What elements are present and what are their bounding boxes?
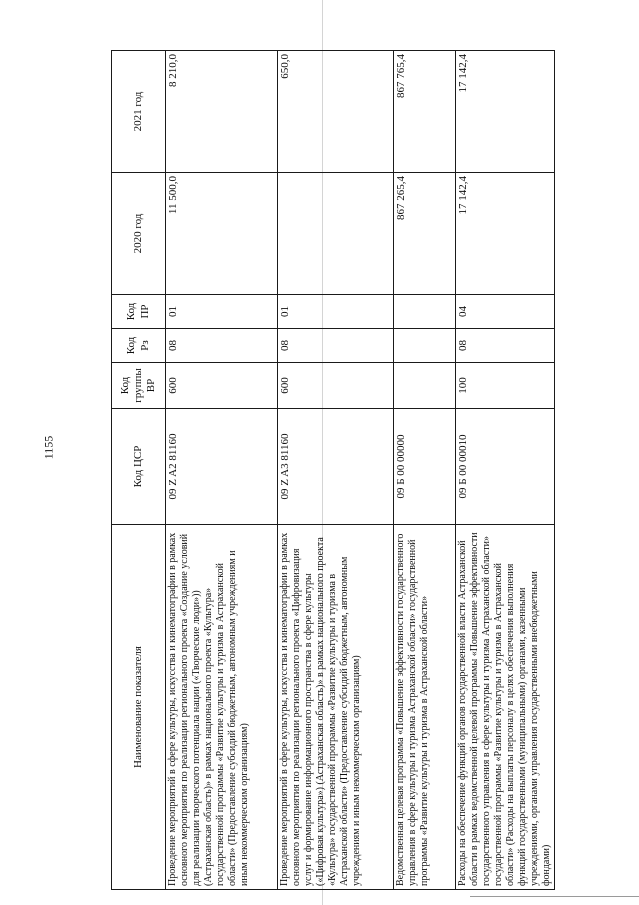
row-name: Проведение мероприятий в сфере культуры, искусства и кинематографии в рамках основного мероприятия по реализации регионального проекта «Цифровизация услуг и формирование информационного пространства в сфере культуры («Цифровая культура») (Астраханская область)» в рамках национального проекта «Культура» государственной программы «Развитие культуры и туризма в Астраханской области» (Предоставление субсидий бюджетным, автономным учреждениям и иным некоммерческим организациям)	[278, 525, 394, 890]
table-header-row	[112, 51, 166, 890]
row-2020	[278, 173, 394, 295]
header-csr: Код ЦСР	[112, 409, 166, 525]
row-csr: 09 Б 00 00000	[394, 409, 456, 525]
row-pr: 04	[456, 295, 555, 329]
row-2021: 17 142,4	[456, 51, 555, 173]
row-rz	[394, 329, 456, 363]
row-vr	[394, 363, 456, 409]
row-csr: 09 Z A3 81160	[278, 409, 394, 525]
row-pr: 01	[166, 295, 278, 329]
header-vr: Код группы ВР	[112, 363, 166, 409]
row-pr	[394, 295, 456, 329]
row-2020: 867 265,4	[394, 173, 456, 295]
header-pr: Код ПР	[112, 295, 166, 329]
row-vr: 600	[278, 363, 394, 409]
scan-edge-line	[470, 896, 639, 897]
row-name: Ведомственная целевая программа «Повышение эффективности государственного управления в сфере культуры и туризма Астраханской области» государственной программы «Развитие культуры и туризма в Астраханской области»	[394, 525, 456, 890]
row-2021: 650,0	[278, 51, 394, 173]
row-2020: 11 500,0	[166, 173, 278, 295]
page-number: 1155	[41, 435, 56, 460]
table-row	[278, 51, 394, 890]
header-2021: 2021 год	[112, 51, 166, 173]
row-rz: 08	[456, 329, 555, 363]
table-row	[456, 51, 555, 890]
row-pr: 01	[278, 295, 394, 329]
row-2021: 8 210,0	[166, 51, 278, 173]
header-2020: 2020 год	[112, 173, 166, 295]
budget-table	[111, 50, 555, 890]
row-csr: 09 Б 00 00010	[456, 409, 555, 525]
header-name: Наименование показателя	[112, 525, 166, 890]
table-row	[394, 51, 456, 890]
row-name: Расходы на обеспечение функций органов государственной власти Астраханской области в рамках ведомственной целевой программы «Повышение эффективности государственного управления в сфере культуры и туризма Астраханской области» государственной программы «Развитие культуры и туризма в Астраханской области» (Расходы на выплаты персоналу в целях обеспечения выполнения функций государственными (муниципальными) органами, казенными учреждениями, органами управления государственными внебюджетными фондами)	[456, 525, 555, 890]
row-vr: 600	[166, 363, 278, 409]
row-csr: 09 Z A2 81160	[166, 409, 278, 525]
row-rz: 08	[278, 329, 394, 363]
rotated-table-container	[111, 51, 552, 890]
row-2020: 17 142,4	[456, 173, 555, 295]
row-name: Проведение мероприятий в сфере культуры, искусства и кинематографии в рамках основного мероприятия по реализации регионального проекта «Создание условий для реализации творческого потенциала нации («Творческие люди»)) (Астраханская область)» в рамках национального проекта «Культура» государственной программы «Развитие культуры и туризма в Астраханской области» (Предоставление субсидий бюджетным, автономным учреждениям и иным некоммерческим организациям)	[166, 525, 278, 890]
header-rz: Код Рз	[112, 329, 166, 363]
table-row	[166, 51, 278, 890]
row-rz: 08	[166, 329, 278, 363]
row-2021: 867 765,4	[394, 51, 456, 173]
row-vr: 100	[456, 363, 555, 409]
